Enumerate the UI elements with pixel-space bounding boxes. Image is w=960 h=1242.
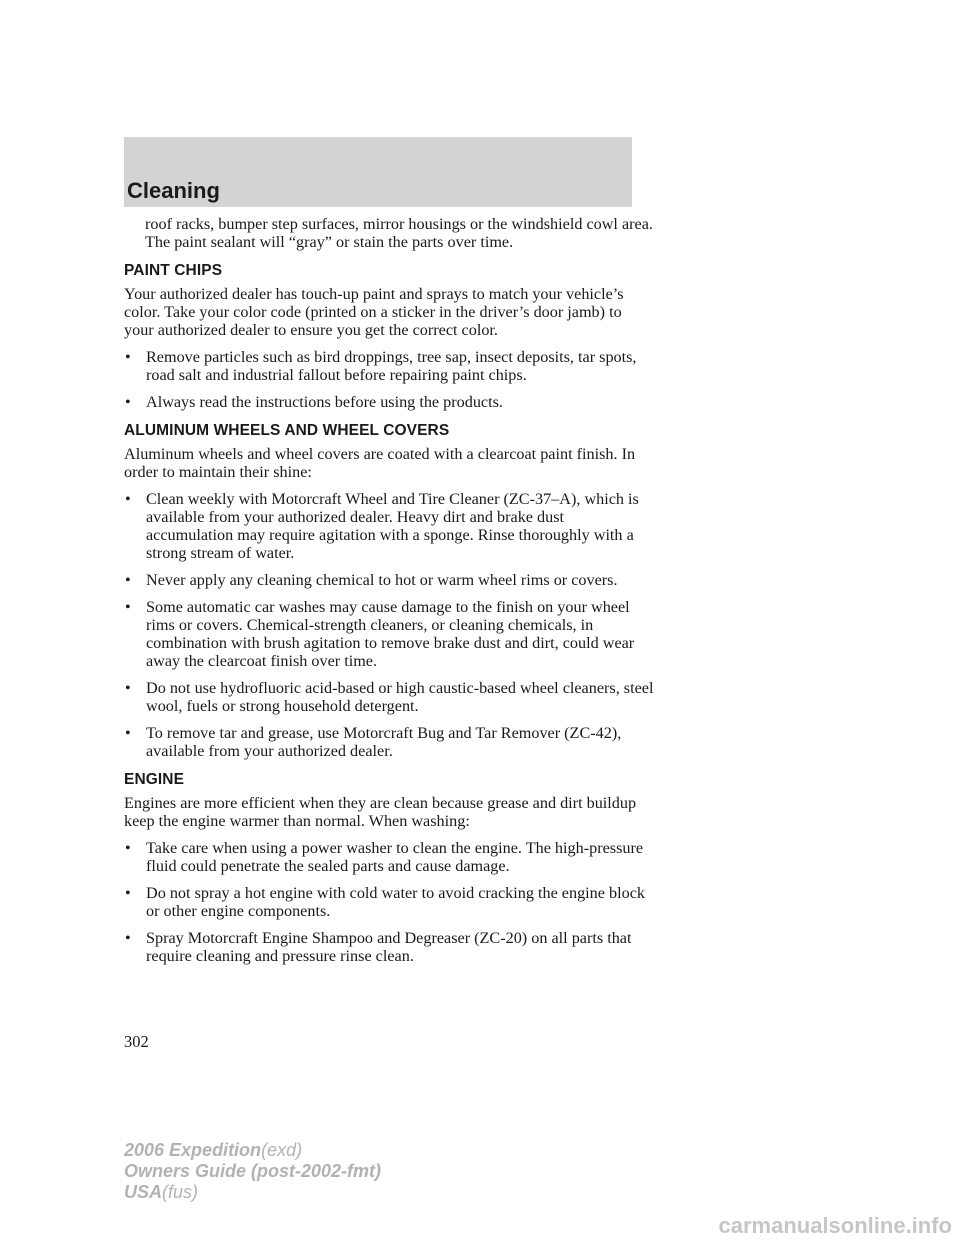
footer-market: USA bbox=[124, 1182, 163, 1202]
footer-market-code: (fus) bbox=[162, 1182, 199, 1202]
list-item: • Spray Motorcraft Engine Shampoo and Degreaser (ZC-20) on all parts that require cleaning and pressure rinse clean. bbox=[125, 929, 632, 965]
intro-paragraph: roof racks, bumper step surfaces, mirror housings or the windshield cowl area. The paint sealant will “gray” or stain the parts over time. bbox=[145, 215, 653, 251]
list-item: • Never apply any cleaning chemical to hot or warm wheel rims or covers. bbox=[125, 571, 618, 589]
footer-model-code: (exd) bbox=[261, 1140, 303, 1160]
document-footer bbox=[124, 1140, 381, 1203]
bullet-icon: • bbox=[125, 884, 131, 902]
engine-paragraph: Engines are more efficient when they are clean because grease and dirt buildup keep the engine warmer than normal. When washing: bbox=[124, 794, 637, 830]
bullet-icon: • bbox=[125, 598, 131, 616]
heading-engine: ENGINE bbox=[124, 771, 185, 788]
footer-model: 2006 Expedition bbox=[124, 1140, 262, 1160]
paint-chips-paragraph: Your authorized dealer has touch-up paint and sprays to match your vehicle’s color. Take your color code (printed on a sticker in the driver’s door jamb) to your authorized dealer to ensure you get the correct color. bbox=[124, 285, 624, 339]
list-item: • Take care when using a power washer to clean the engine. The high-pressure fluid could penetrate the sealed parts and cause damage. bbox=[125, 839, 644, 875]
list-item: • Always read the instructions before using the products. bbox=[125, 393, 503, 411]
page-content bbox=[124, 215, 654, 974]
bullet-icon: • bbox=[125, 679, 131, 697]
list-item: • Do not spray a hot engine with cold water to avoid cracking the engine block or other engine components. bbox=[125, 884, 645, 920]
bullet-icon: • bbox=[125, 839, 131, 857]
bullet-icon: • bbox=[125, 724, 131, 742]
heading-aluminum-wheels: ALUMINUM WHEELS AND WHEEL COVERS bbox=[124, 422, 450, 439]
bullet-icon: • bbox=[125, 393, 131, 411]
heading-paint-chips: PAINT CHIPS bbox=[124, 262, 223, 279]
list-item: • Some automatic car washes may cause damage to the finish on your wheel rims or covers. Chemical-strength cleaners, or cleaning chemicals, in combination with brush agitation to remove brake dust and dirt, could wear away the clearcoat finish over time. bbox=[125, 598, 635, 670]
list-item: • Remove particles such as bird droppings, tree sap, insect deposits, tar spots, road salt and industrial fallout before repairing paint chips. bbox=[125, 348, 637, 384]
page-number: 302 bbox=[124, 1032, 149, 1051]
wheels-paragraph: Aluminum wheels and wheel covers are coated with a clearcoat paint finish. In order to maintain their shine: bbox=[124, 445, 636, 481]
bullet-icon: • bbox=[125, 929, 131, 947]
footer-guide: Owners Guide (post-2002-fmt) bbox=[124, 1161, 382, 1181]
list-item: • To remove tar and grease, use Motorcraft Bug and Tar Remover (ZC-42), available from your authorized dealer. bbox=[125, 724, 622, 760]
bullet-icon: • bbox=[125, 490, 131, 508]
watermark: carmanualsonline.info bbox=[718, 1213, 952, 1238]
list-item: • Clean weekly with Motorcraft Wheel and Tire Cleaner (ZC-37–A), which is available from your authorized dealer. Heavy dirt and brake dust accumulation may require agitation with a sponge. Rinse thoroughly with a strong stream of water. bbox=[125, 490, 639, 562]
list-item: • Do not use hydrofluoric acid-based or high caustic-based wheel cleaners, steel wool, fuels or strong household detergent. bbox=[125, 679, 654, 715]
bullet-icon: • bbox=[125, 348, 131, 366]
bullet-icon: • bbox=[125, 571, 131, 589]
section-title: Cleaning bbox=[127, 178, 220, 203]
